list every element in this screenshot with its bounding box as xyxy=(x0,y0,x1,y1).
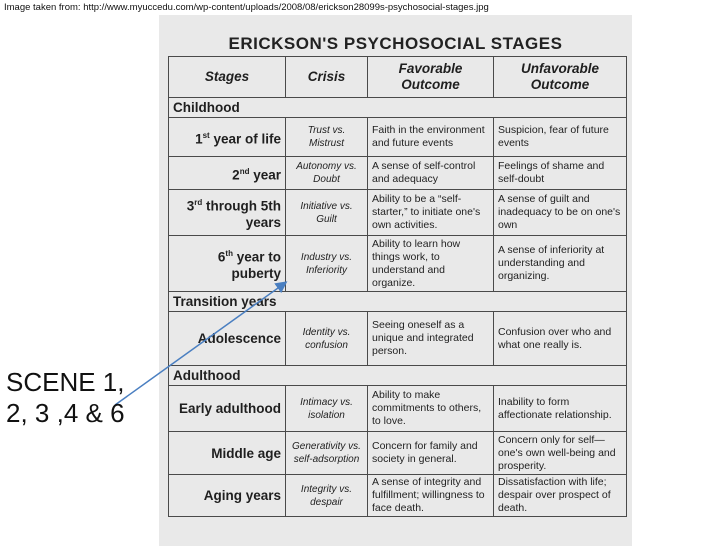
header-unfavorable: Unfavorable Outcome xyxy=(494,57,627,98)
favorable-cell: Concern for family and society in general. xyxy=(368,432,494,475)
favorable-cell: Ability to be a “self-starter,” to initiate one's own activities. xyxy=(368,190,494,236)
stage-cell: 2nd year xyxy=(169,157,286,190)
crisis-cell: Intimacy vs. isolation xyxy=(286,386,368,432)
stage-cell: 1st year of life xyxy=(169,118,286,157)
crisis-cell: Autonomy vs. Doubt xyxy=(286,157,368,190)
crisis-cell: Industry vs. Inferiority xyxy=(286,236,368,292)
unfavorable-cell: Inability to form affectionate relationship. xyxy=(494,386,627,432)
section-childhood: Childhood xyxy=(169,98,627,118)
scene-label xyxy=(6,367,125,429)
unfavorable-cell: Dissatisfaction with life; despair over prospect of death. xyxy=(494,475,627,517)
stage-cell: Adolescence xyxy=(169,312,286,366)
crisis-cell: Trust vs. Mistrust xyxy=(286,118,368,157)
crisis-cell: Generativity vs. self-adsorption xyxy=(286,432,368,475)
unfavorable-cell: Feelings of shame and self-doubt xyxy=(494,157,627,190)
favorable-cell: Faith in the environment and future events xyxy=(368,118,494,157)
unfavorable-cell: Confusion over who and what one really is. xyxy=(494,312,627,366)
unfavorable-cell: A sense of inferiority at understanding and organizing. xyxy=(494,236,627,292)
header-crisis: Crisis xyxy=(286,57,368,98)
stage-cell: Aging years xyxy=(169,475,286,517)
source-caption: Image taken from: http://www.myuccedu.com/wp-content/uploads/2008/08/erickson28099s-psychosocial-stages.jpg xyxy=(4,2,489,13)
unfavorable-cell: A sense of guilt and inadequacy to be on one's own xyxy=(494,190,627,236)
section-transition: Transition years xyxy=(169,292,627,312)
crisis-cell: Integrity vs. despair xyxy=(286,475,368,517)
unfavorable-cell: Suspicion, fear of future events xyxy=(494,118,627,157)
stage-cell: Middle age xyxy=(169,432,286,475)
chart-title: ERICKSON'S PSYCHOSOCIAL STAGES xyxy=(228,34,563,53)
favorable-cell: Ability to make commitments to others, to love. xyxy=(368,386,494,432)
favorable-cell: A sense of integrity and fulfillment; willingness to face death. xyxy=(368,475,494,517)
section-adulthood: Adulthood xyxy=(169,366,627,386)
favorable-cell: Seeing oneself as a unique and integrated person. xyxy=(368,312,494,366)
header-stages: Stages xyxy=(169,57,286,98)
crisis-cell: Initiative vs. Guilt xyxy=(286,190,368,236)
scene-label-line2: 2, 3 ,4 & 6 xyxy=(6,398,125,428)
scene-label-line1: SCENE 1, xyxy=(6,367,125,397)
favorable-cell: A sense of self-control and adequacy xyxy=(368,157,494,190)
stage-cell: 6th year to puberty xyxy=(169,236,286,292)
stage-cell: 3rd through 5th years xyxy=(169,190,286,236)
crisis-cell: Identity vs. confusion xyxy=(286,312,368,366)
stage-cell: Early adulthood xyxy=(169,386,286,432)
unfavorable-cell: Concern only for self—one's own well-being and prosperity. xyxy=(494,432,627,475)
header-favorable: Favorable Outcome xyxy=(368,57,494,98)
favorable-cell: Ability to learn how things work, to understand and organize. xyxy=(368,236,494,292)
